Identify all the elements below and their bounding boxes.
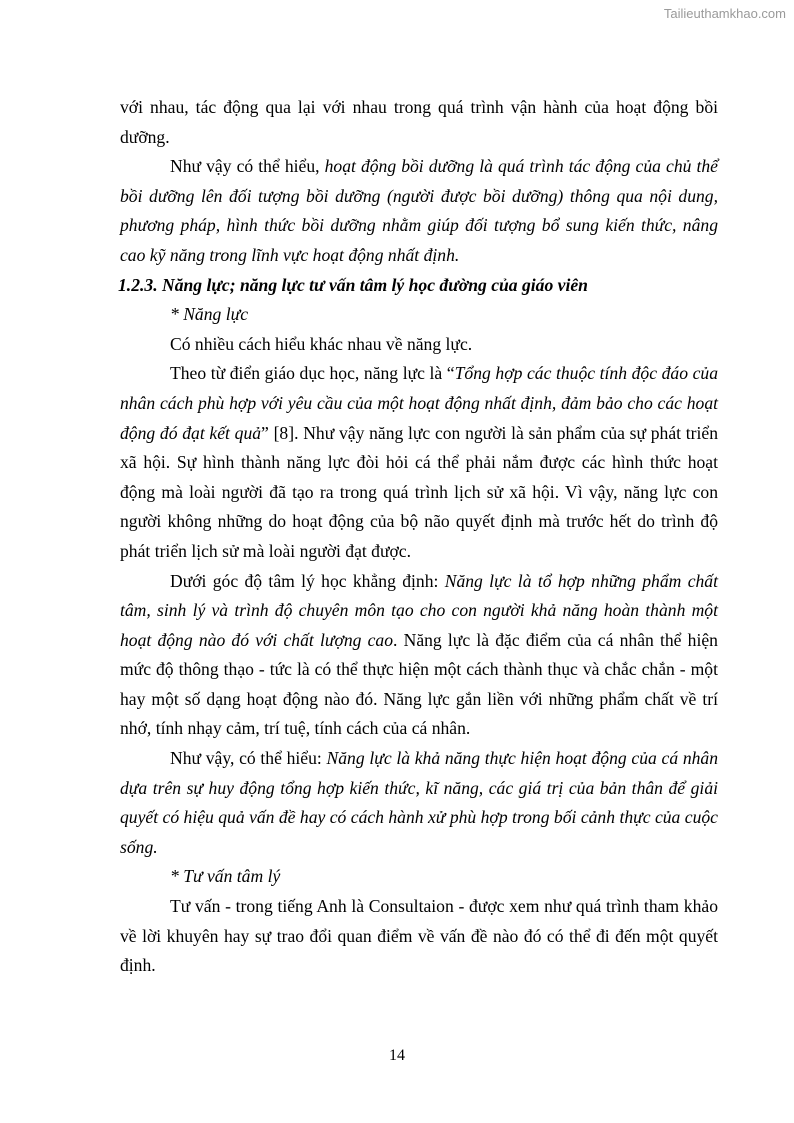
paragraph-text: ” [8]. Như vậy năng lực con người là sản phẩm của sự phát triển xã hội. Sự hình thành năng lực đòi hỏi cá thể phải nắm được các hình thức hoạt động mà loài người đã tạo ra trong quá trình lịch sử xã hội. Vì vậy, năng lực con người không những do hoạt động của bộ não quyết định mà trước hết do trình độ phát triển lịch sử mà loài người đạt được. — [120, 422, 718, 561]
subheading — [120, 300, 718, 330]
paragraph: Có nhiều cách hiểu khác nhau về năng lực. — [170, 333, 473, 354]
definition-italic: Năng lực là tổ hợp những phẩm chất tâm, sinh lý và trình độ chuyên môn tạo cho con người khả năng hoàn thành một hoạt động nào đó với chất lượng cao — [120, 570, 718, 650]
paragraph — [120, 152, 718, 270]
paragraph-text: Dưới góc độ tâm lý học khẳng định: — [170, 570, 445, 591]
definition-italic: hoạt động bồi dưỡng là quá trình tác động của chủ thể bồi dưỡng lên đối tượng bồi dưỡng (người được bồi dưỡng) thông qua nội dung, phương pháp, hình thức bồi dưỡng nhằm giúp đối tượng bổ sung kiến thức, nâng cao kỹ năng trong lĩnh vực hoạt động nhất định. — [120, 156, 718, 265]
paragraph — [120, 567, 718, 745]
document-body — [120, 93, 718, 981]
watermark: Tailieuthamkhao.com — [663, 6, 786, 21]
paragraph — [120, 359, 718, 566]
paragraph — [120, 744, 718, 862]
paragraph-text: . Năng lực là đặc điểm của cá nhân thể hiện mức độ thông thạo - tức là có thể thực hiện một cách thành thục và chắc chắn - một hay một số dạng hoạt động nào đó. Năng lực gắn liền với những phẩm chất về trí nhớ, tính nhạy cảm, trí tuệ, tính cách của cá nhân. — [120, 629, 718, 739]
definition-italic: Tổng hợp các thuộc tính độc đáo của nhân cách phù hợp với yêu cầu của một hoạt động nhất định, đảm bảo cho các hoạt động đó đạt kết quả — [120, 363, 718, 443]
subheading-text: * Tư vấn tâm lý — [170, 866, 281, 887]
paragraph: Tư vấn - trong tiếng Anh là Consultaion - được xem như quá trình tham khảo về lời khuyên hay sự trao đổi quan điểm về vấn đề nào đó có thể đi đến một quyết định. — [120, 896, 718, 976]
paragraph-text: Theo từ điển giáo dục học, năng lực là “ — [170, 363, 455, 384]
paragraph-text: Như vậy, có thể hiểu: — [170, 748, 327, 769]
subheading — [120, 862, 718, 892]
page-number: 14 — [389, 1047, 405, 1064]
subheading-text: * Năng lực — [170, 304, 249, 325]
paragraph: với nhau, tác động qua lại với nhau trong quá trình vận hành của hoạt động bồi dưỡng. — [120, 97, 718, 147]
section-heading: 1.2.3. Năng lực; năng lực tư vấn tâm lý học đường của giáo viên — [118, 274, 588, 295]
paragraph-text: Như vậy có thể hiểu, — [170, 156, 325, 177]
definition-italic: Năng lực là khả năng thực hiện hoạt động của cá nhân dựa trên sự huy động tổng hợp kiến thức, kĩ năng, các giá trị của bản thân để giải quyết có hiệu quả vấn đề hay có cách hành xử phù hợp trong bối cảnh thực của cuộc sống. — [120, 748, 719, 857]
